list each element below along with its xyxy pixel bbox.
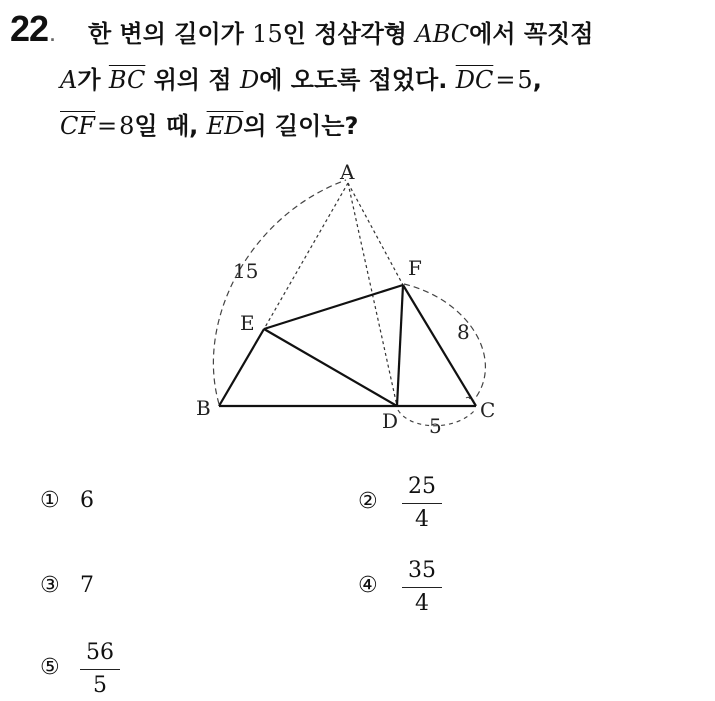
choice-2-denominator: 4 xyxy=(415,507,429,532)
q2-point-d: D xyxy=(239,66,260,94)
label-e: E xyxy=(240,311,255,335)
label-length-15: 15 xyxy=(233,259,259,283)
choice-5-numerator: 56 xyxy=(86,640,114,665)
arc-cf-8 xyxy=(404,284,485,400)
choice-3-value: 7 xyxy=(80,573,94,598)
segment-ed xyxy=(264,329,397,406)
choice-4-fraction xyxy=(400,557,444,618)
q3-value-8: 8 xyxy=(119,112,135,140)
q3-text-a: 일 때, xyxy=(134,112,207,140)
q1-triangle-abc: ABC xyxy=(415,20,470,48)
q2-segment-dc: $\overline{DC}$ xyxy=(455,66,494,94)
q1-text-c: 에서 꼭짓점 xyxy=(469,20,594,48)
segment-fc xyxy=(403,285,476,406)
q2-segment-bc: $\overline{BC}$ xyxy=(108,66,146,94)
fraction-bar xyxy=(402,503,442,504)
segment-be xyxy=(219,329,264,406)
label-length-5: 5 xyxy=(429,414,442,438)
choice-5-mark: ⑤ xyxy=(40,655,60,680)
label-f: F xyxy=(408,256,422,280)
q3-equals: = xyxy=(97,112,118,140)
choice-2-mark: ② xyxy=(358,489,378,514)
choice-1-mark: ① xyxy=(40,488,60,513)
q2-text-c: 에 오도록 접었다. xyxy=(259,66,456,94)
q2-text-b: 위의 점 xyxy=(145,66,240,94)
label-d: D xyxy=(382,409,399,433)
q2-value-5: 5 xyxy=(517,66,533,94)
arc-ab-15 xyxy=(213,180,346,404)
choice-4-denominator: 4 xyxy=(415,591,429,616)
q1-text-b: 인 정삼각형 xyxy=(282,20,416,48)
q2-comma: , xyxy=(532,66,542,94)
label-c: C xyxy=(480,398,496,422)
choice-5-denominator: 5 xyxy=(93,673,107,698)
q2-point-a: A xyxy=(60,66,78,94)
choice-2-numerator: 25 xyxy=(408,474,436,499)
question-number-text: 22 xyxy=(10,8,49,49)
choice-3-mark: ③ xyxy=(40,573,60,598)
label-b: B xyxy=(196,396,211,420)
segment-ef xyxy=(264,285,403,329)
q3-text-b: 의 길이는? xyxy=(243,112,359,140)
segment-fd xyxy=(397,285,403,406)
q3-segment-cf: $\overline{CF}$ xyxy=(60,112,96,140)
choice-4-mark: ④ xyxy=(358,573,378,598)
dashed-af-line xyxy=(348,183,403,285)
label-a: A xyxy=(340,160,355,184)
angle-mark-c xyxy=(466,397,470,399)
q1-text-a: 한 변의 길이가 xyxy=(88,20,253,48)
fraction-bar xyxy=(402,587,442,588)
q1-num-15: 15 xyxy=(252,20,283,48)
q2-equals: = xyxy=(495,66,516,94)
fraction-bar xyxy=(80,669,120,670)
label-length-8: 8 xyxy=(457,320,470,344)
q3-segment-ed: $\overline{ED}$ xyxy=(206,112,244,140)
choice-4-numerator: 35 xyxy=(408,558,436,583)
choice-5-fraction xyxy=(78,639,122,700)
choice-2-fraction xyxy=(400,473,444,534)
q2-text-a: 가 xyxy=(77,66,109,94)
question-number-dot: . xyxy=(50,25,55,45)
choice-1-value: 6 xyxy=(80,488,94,513)
